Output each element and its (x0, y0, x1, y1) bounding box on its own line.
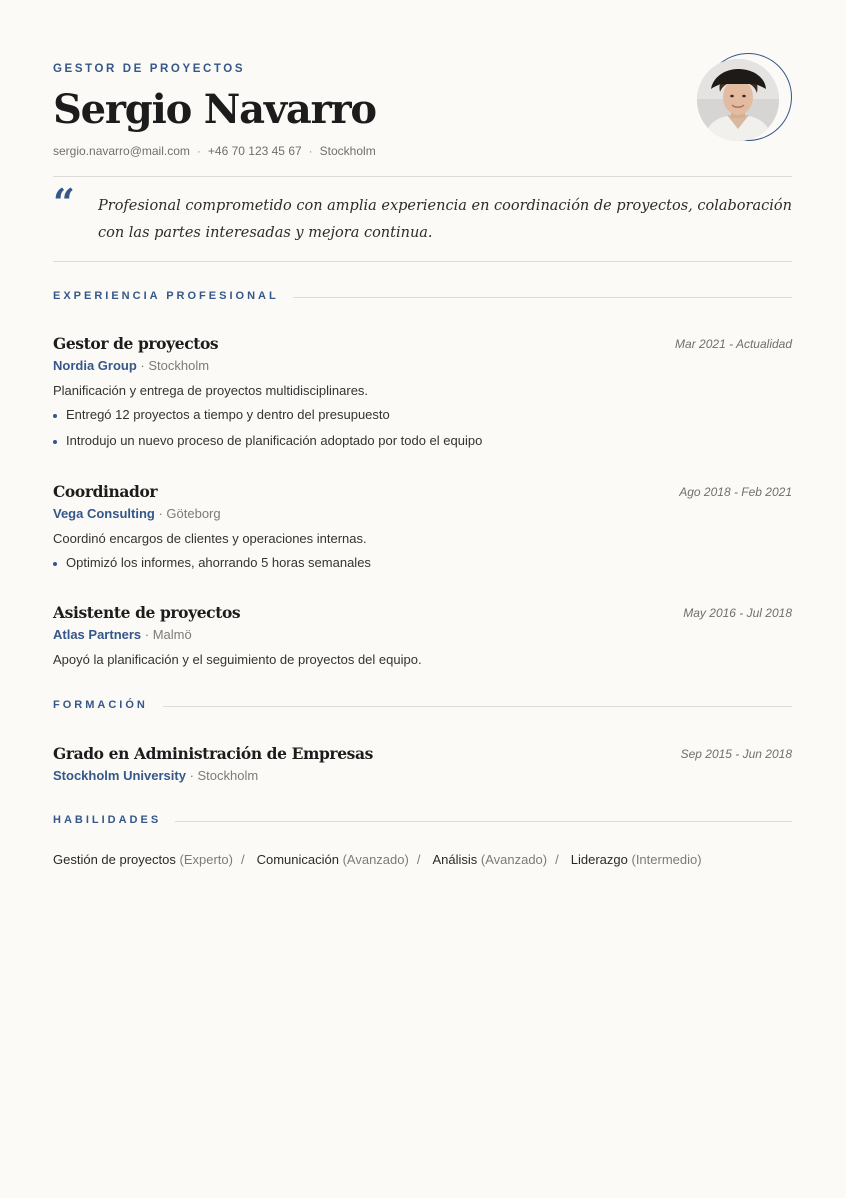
contact-separator: · (196, 144, 201, 158)
job-description: Planificación y entrega de proyectos multidisciplinares. (53, 383, 369, 398)
skill-level: (Experto) (179, 852, 233, 867)
resume-page (53, 0, 792, 1198)
job-organization (53, 506, 221, 521)
education-section-header (53, 699, 792, 713)
email-text: sergio.navarro@mail.com (53, 144, 190, 158)
skill-level: (Avanzado) (342, 852, 409, 867)
job-description: Apoyó la planificación y el seguimiento de proyectos del equipo. (53, 652, 422, 667)
skill-item (571, 852, 702, 867)
header-divider (53, 176, 792, 177)
institution (53, 768, 258, 783)
job-dates: May 2016 - Jul 2018 (683, 606, 792, 620)
profile-photo-graphic (697, 59, 779, 141)
skill-name: Liderazgo (570, 852, 628, 867)
profile-photo (697, 59, 779, 141)
company-name: Atlas Partners (53, 627, 142, 642)
quote-icon: “ (53, 180, 75, 225)
contact-separator: · (308, 144, 313, 158)
city-text: Stockholm (319, 144, 376, 158)
degree-title: Grado en Administración de Empresas (53, 744, 373, 763)
skill-separator: / (555, 852, 559, 867)
section-rule (289, 297, 792, 298)
contact-line (53, 144, 376, 158)
summary-divider (53, 261, 792, 262)
achievement-item (53, 555, 371, 570)
bullet-icon (53, 440, 57, 444)
skill-name: Comunicación (256, 852, 339, 867)
skill-level: (Intermedio) (631, 852, 702, 867)
candidate-name: Sergio Navarro (53, 86, 376, 133)
job-dates: Ago 2018 - Feb 2021 (679, 485, 792, 499)
job-title: Coordinador (53, 482, 158, 501)
role-tagline: GESTOR DE PROYECTOS (53, 63, 246, 75)
achievement-item (53, 407, 390, 422)
skill-item (53, 852, 233, 867)
phone-text: +46 70 123 45 67 (207, 144, 302, 158)
job-title: Asistente de proyectos (53, 603, 241, 622)
job-location: · Göteborg (158, 506, 221, 521)
job-title: Gestor de proyectos (53, 334, 219, 353)
job-organization (53, 627, 192, 642)
skills-list (53, 852, 702, 867)
skill-level: (Avanzado) (480, 852, 548, 867)
job-dates: Mar 2021 - Actualidad (675, 337, 792, 351)
skills-section-header (53, 814, 792, 828)
job-location: · Stockholm (140, 358, 210, 373)
job-location: · Malmö (144, 627, 192, 642)
achievement-item (53, 433, 482, 448)
institution-name: Stockholm University (53, 768, 186, 783)
skill-separator: / (240, 852, 245, 867)
section-rule (174, 821, 792, 822)
education-section-title: FORMACIÓN (53, 699, 162, 711)
experience-section-title: EXPERIENCIA PROFESIONAL (53, 290, 293, 302)
bullet-icon (53, 562, 57, 566)
achievement-text: Introdujo un nuevo proceso de planificación adoptado por todo el equipo (66, 433, 483, 448)
skill-name: Análisis (432, 852, 478, 867)
skill-name: Gestión de proyectos (53, 852, 176, 867)
achievement-text: Entregó 12 proyectos a tiempo y dentro del presupuesto (66, 407, 390, 422)
skills-section-title: HABILIDADES (53, 814, 175, 826)
skill-item (257, 852, 409, 867)
company-name: Nordia Group (53, 358, 137, 373)
experience-section-header (53, 290, 792, 304)
institution-location: · Stockholm (189, 768, 259, 783)
achievement-text: Optimizó los informes, ahorrando 5 horas semanales (66, 555, 371, 570)
skill-separator: / (416, 852, 421, 867)
job-description: Coordinó encargos de clientes y operaciones internas. (53, 531, 367, 546)
skill-item (432, 852, 547, 867)
bullet-icon (53, 414, 57, 418)
job-organization (53, 358, 209, 373)
company-name: Vega Consulting (53, 506, 155, 521)
degree-dates: Sep 2015 - Jun 2018 (680, 747, 792, 761)
section-rule (163, 706, 792, 707)
profile-summary: Profesional comprometido con amplia experiencia en coordinación de proyectos, colaboración con las partes interesadas y mejora continua. (98, 198, 792, 241)
